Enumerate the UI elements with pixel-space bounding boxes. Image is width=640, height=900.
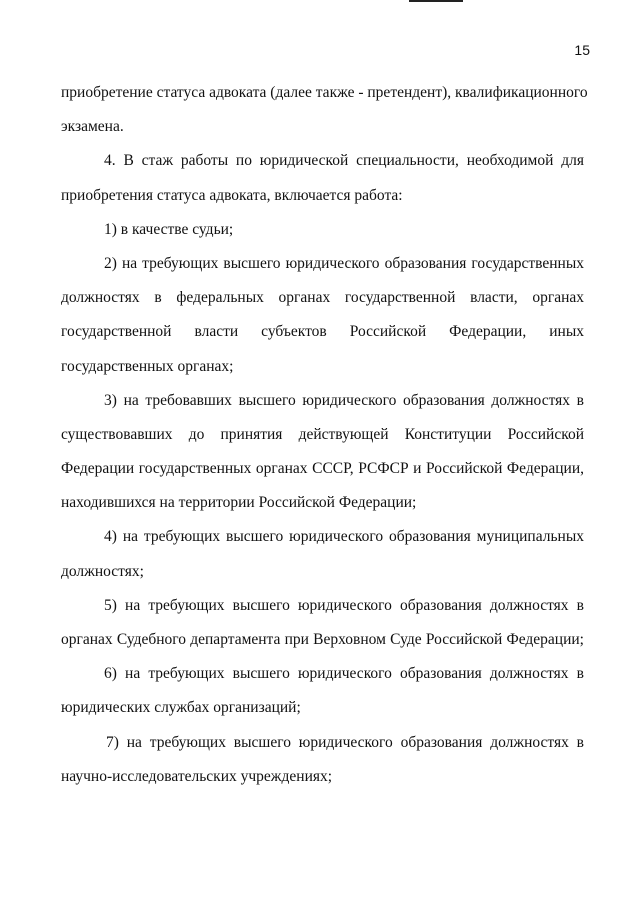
list-item-4: 4) на требующих высшего юридического образования муниципальных <box>104 528 584 546</box>
text-line: существовавших до принятия действующей Конституции Российской <box>61 425 584 443</box>
text-line: органах Судебного департамента при Верховном Суде Российской Федерации; <box>61 631 584 648</box>
text-line: находившихся на территории Российской Федерации; <box>61 494 417 512</box>
list-item-2: 2) на требующих высшего юридического образования государственных <box>104 254 584 272</box>
list-item-1: 1) в качестве судьи; <box>104 220 234 238</box>
text-line: государственной власти субъектов Российской Федерации, иных <box>61 323 584 341</box>
header-rule <box>409 0 463 2</box>
list-item-3: 3) на требовавших высшего юридического образования должностях в <box>104 391 584 409</box>
list-item-7: 7) на требующих высшего юридического образования должностях в <box>106 733 584 751</box>
list-item-6: 6) на требующих высшего юридического образования должностях в <box>104 665 584 683</box>
page-number: 15 <box>574 42 590 58</box>
text-line: научно-исследовательских учреждениях; <box>61 767 333 785</box>
text-line: должностях; <box>61 562 144 580</box>
text-line: экзамена. <box>61 118 124 136</box>
list-item-5: 5) на требующих высшего юридического образования должностях в <box>104 596 584 614</box>
text-line: приобретения статуса адвоката, включается работа: <box>61 186 403 204</box>
text-line: государственных органах; <box>61 357 234 375</box>
text-line: приобретение статуса адвоката (далее также - претендент), квалификационного <box>61 84 588 101</box>
text-line: должностях в федеральных органах государственной власти, органах <box>61 289 584 307</box>
document-body <box>61 76 588 794</box>
text-line: Федерации государственных органах СССР, РСФСР и Российской Федерации, <box>61 460 584 478</box>
text-line: юридических службах организаций; <box>61 699 301 717</box>
paragraph-item-4: 4. В стаж работы по юридической специальности, необходимой для <box>104 152 584 170</box>
